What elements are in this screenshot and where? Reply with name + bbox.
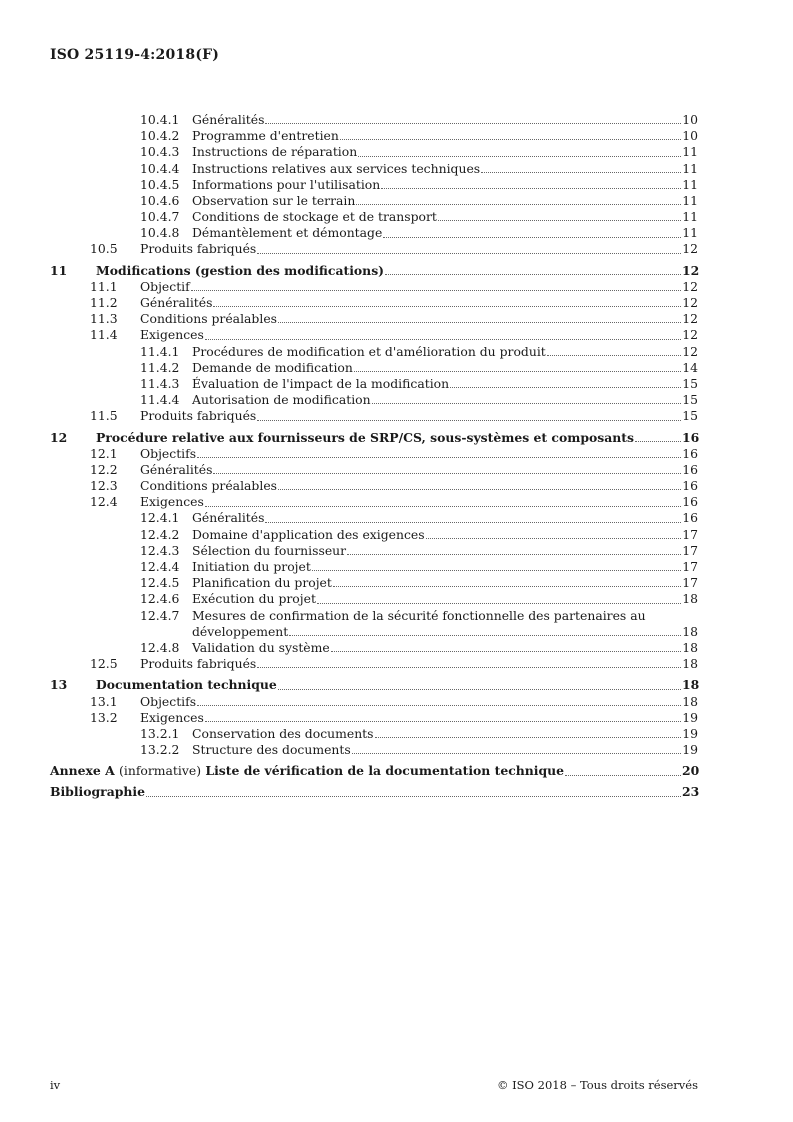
toc-entry-12-4[interactable]: 12.4 Exigences 16 xyxy=(90,494,698,510)
toc-chapter-13[interactable]: 13 Documentation technique 18 xyxy=(50,677,700,693)
toc-entry-10-5[interactable]: 10.5 Produits fabriqués 12 xyxy=(90,241,698,257)
toc-entry-12-4-3[interactable]: 12.4.3 Sélection du fournisseur 17 xyxy=(140,542,698,558)
toc-entry-12-4-8[interactable]: 12.4.8 Validation du système 18 xyxy=(140,639,698,655)
toc-entry-11-4-1[interactable]: 11.4.1 Procédures de modification et d'amélioration du produit 12 xyxy=(140,343,698,359)
toc-entry-11-5[interactable]: 11.5 Produits fabriqués 15 xyxy=(90,408,698,424)
toc-entry-10-4-5[interactable]: 10.4.5 Informations pour l'utilisation 11 xyxy=(140,176,698,192)
toc-entry-11-3[interactable]: 11.3 Conditions préalables 12 xyxy=(90,311,698,327)
toc-entry-13-2-1[interactable]: 13.2.1 Conservation des documents 19 xyxy=(140,725,698,741)
toc-entry-12-4-4[interactable]: 12.4.4 Initiation du projet 17 xyxy=(140,559,698,575)
toc-entry-10-4-4[interactable]: 10.4.4 Instructions relatives aux services techniques 11 xyxy=(140,160,698,176)
toc-entry-11-4[interactable]: 11.4 Exigences 12 xyxy=(90,327,698,343)
toc-entry-11-2[interactable]: 11.2 Généralités 12 xyxy=(90,295,698,311)
page-number: iv xyxy=(50,1078,61,1092)
toc-entry-13-1[interactable]: 13.1 Objectifs 18 xyxy=(90,693,698,709)
toc-entry-12-4-2[interactable]: 12.4.2 Domaine d'application des exigences 17 xyxy=(140,526,698,542)
toc-entry-10-4-3[interactable]: 10.4.3 Instructions de réparation 11 xyxy=(140,144,698,160)
toc-entry-11-1[interactable]: 11.1 Objectif 12 xyxy=(90,278,698,294)
toc-entry-11-4-2[interactable]: 11.4.2 Demande de modification 14 xyxy=(140,359,698,375)
copyright-notice: © ISO 2018 – Tous droits réservés xyxy=(496,1078,698,1092)
toc-entry-12-5[interactable]: 12.5 Produits fabriqués 18 xyxy=(90,656,698,672)
toc-entry-12-4-5[interactable]: 12.4.5 Planification du projet 17 xyxy=(140,575,698,591)
toc-entry-12-4-1[interactable]: 12.4.1 Généralités 16 xyxy=(140,510,698,526)
toc-entry-12-1[interactable]: 12.1 Objectifs 16 xyxy=(90,445,698,461)
toc-entry-10-4-7[interactable]: 10.4.7 Conditions de stockage et de transport 11 xyxy=(140,209,698,225)
toc-entry-10-4-8[interactable]: 10.4.8 Démantèlement et démontage 11 xyxy=(140,225,698,241)
toc-entry-12-2[interactable]: 12.2 Généralités 16 xyxy=(90,461,698,477)
toc-bibliography[interactable]: Bibliographie 23 xyxy=(50,784,700,800)
toc-entry-11-4-4[interactable]: 11.4.4 Autorisation de modification 15 xyxy=(140,392,698,408)
toc-entry-12-4-7[interactable]: 12.4.7 Mesures de confirmation de la sécurité fonctionnelle des partenaires au développement 18 xyxy=(140,607,698,639)
document-id: ISO 25119-4:2018(F) xyxy=(50,47,220,63)
toc-entry-10-4-6[interactable]: 10.4.6 Observation sur le terrain 11 xyxy=(140,192,698,208)
toc-chapter-11[interactable]: 11 Modifications (gestion des modifications) 12 xyxy=(50,262,700,278)
toc-entry-10-4-1[interactable]: 10.4.1 Généralités 10 xyxy=(140,111,698,127)
toc-entry-11-4-3[interactable]: 11.4.3 Évaluation de l'impact de la modification 15 xyxy=(140,375,698,391)
toc-entry-12-4-6[interactable]: 12.4.6 Exécution du projet 18 xyxy=(140,591,698,607)
table-of-contents xyxy=(50,112,698,801)
toc-entry-13-2-2[interactable]: 13.2.2 Structure des documents 19 xyxy=(140,742,698,758)
toc-entry-12-3[interactable]: 12.3 Conditions préalables 16 xyxy=(90,478,698,494)
toc-chapter-12[interactable]: 12 Procédure relative aux fournisseurs de SRP/CS, sous-systèmes et composants 16 xyxy=(50,429,700,445)
toc-entry-10-4-2[interactable]: 10.4.2 Programme d'entretien 10 xyxy=(140,128,698,144)
toc-entry-13-2[interactable]: 13.2 Exigences 19 xyxy=(90,709,698,725)
toc-annex-a[interactable]: Annexe A (informative) Liste de vérification de la documentation technique 20 xyxy=(50,763,700,779)
